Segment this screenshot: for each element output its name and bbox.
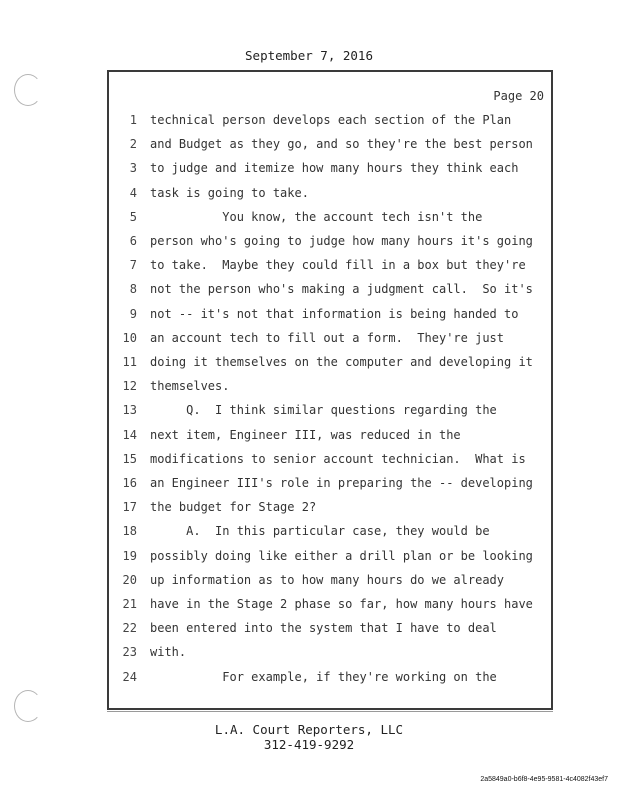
transcript-line: [109, 258, 551, 276]
line-number: 14: [122, 427, 137, 442]
transcript-line: [109, 524, 551, 542]
line-number: 24: [122, 669, 137, 684]
transcript-line: [109, 186, 551, 204]
line-number: 15: [122, 451, 137, 466]
line-text: A. In this particular case, they would be: [150, 524, 490, 539]
transcript-line: [109, 282, 551, 300]
header-date: September 7, 2016: [245, 48, 373, 63]
transcript-line: [109, 210, 551, 228]
punch-hole-bottom: [14, 690, 42, 722]
line-number: 8: [129, 282, 137, 297]
line-number: 22: [122, 621, 137, 636]
line-text: technical person develops each section of the Plan: [150, 113, 512, 127]
transcript-box: [107, 70, 553, 710]
line-number: 20: [122, 572, 137, 587]
footer-phone: 312-419-9292: [263, 737, 355, 752]
transcript-line: [109, 355, 551, 373]
line-text: not the person who's making a judgment call. So it's: [150, 282, 533, 297]
transcript-line: [109, 476, 551, 494]
line-text: to judge and itemize how many hours they think each: [150, 161, 519, 176]
line-number: 7: [129, 258, 137, 273]
transcript-line: [109, 161, 551, 179]
line-text: next item, Engineer III, was reduced in the: [150, 427, 461, 442]
line-text: an account tech to fill out a form. They're just: [150, 330, 505, 345]
line-number: 11: [122, 355, 137, 369]
line-number: 21: [122, 597, 137, 611]
transcript-line: [109, 113, 551, 131]
line-number: 1: [129, 113, 137, 127]
transcript-line: [109, 573, 551, 591]
line-number: 2: [129, 137, 137, 152]
line-text: doing it themselves on the computer and developing it: [150, 355, 533, 369]
line-text: been entered into the system that I have to deal: [150, 621, 497, 636]
line-text: not -- it's not that information is being handed to: [150, 306, 519, 321]
line-number: 18: [122, 524, 137, 539]
line-number: 23: [122, 645, 137, 660]
line-number: 5: [129, 209, 137, 224]
transcript-line: [109, 645, 551, 663]
line-number: 17: [122, 500, 137, 515]
page-number: Page 20: [493, 89, 544, 103]
line-text: For example, if they're working on the: [150, 669, 497, 684]
line-number: 6: [129, 234, 137, 248]
line-number: 13: [122, 403, 137, 418]
line-text: the budget for Stage 2?: [150, 500, 317, 515]
line-text: with.: [150, 645, 187, 660]
transcript-line: [109, 670, 551, 688]
line-number: 16: [122, 476, 137, 490]
line-text: task is going to take.: [150, 185, 309, 200]
line-number: 9: [129, 306, 137, 321]
line-text: You know, the account tech isn't the: [150, 209, 483, 224]
transcript-line: [109, 403, 551, 421]
line-text: themselves.: [150, 379, 230, 394]
line-text: an Engineer III's role in preparing the -- developing: [150, 476, 533, 490]
transcript-line: [109, 331, 551, 349]
line-number: 10: [122, 330, 137, 345]
box-underline: [107, 711, 553, 712]
transcript-line: [109, 428, 551, 446]
line-text: person who's going to judge how many hours it's going: [150, 234, 533, 248]
line-text: possibly doing like either a drill plan or be looking: [150, 548, 533, 563]
line-text: Q. I think similar questions regarding the: [150, 403, 497, 418]
transcript-line: [109, 379, 551, 397]
punch-hole-top: [14, 74, 42, 106]
line-text: up information as to how many hours do we already: [150, 572, 505, 587]
footer-company: L.A. Court Reporters, LLC: [214, 722, 404, 737]
line-text: to take. Maybe they could fill in a box but they're: [150, 258, 526, 273]
document-hash: 2a5849a0-b6f8-4e95-9581-4c4082f43ef7: [480, 776, 608, 783]
line-text: modifications to senior account technician. What is: [150, 451, 526, 466]
line-number: 19: [122, 548, 137, 563]
transcript-line: [109, 500, 551, 518]
line-number: 3: [129, 161, 137, 176]
transcript-line: [109, 137, 551, 155]
transcript-line: [109, 597, 551, 615]
transcript-line: [109, 549, 551, 567]
line-number: 12: [122, 379, 137, 394]
line-text: and Budget as they go, and so they're the best person: [150, 137, 533, 152]
transcript-line: [109, 234, 551, 252]
transcript-line: [109, 307, 551, 325]
transcript-line: [109, 621, 551, 639]
line-number: 4: [129, 185, 137, 200]
line-text: have in the Stage 2 phase so far, how many hours have: [150, 597, 533, 611]
transcript-line: [109, 452, 551, 470]
